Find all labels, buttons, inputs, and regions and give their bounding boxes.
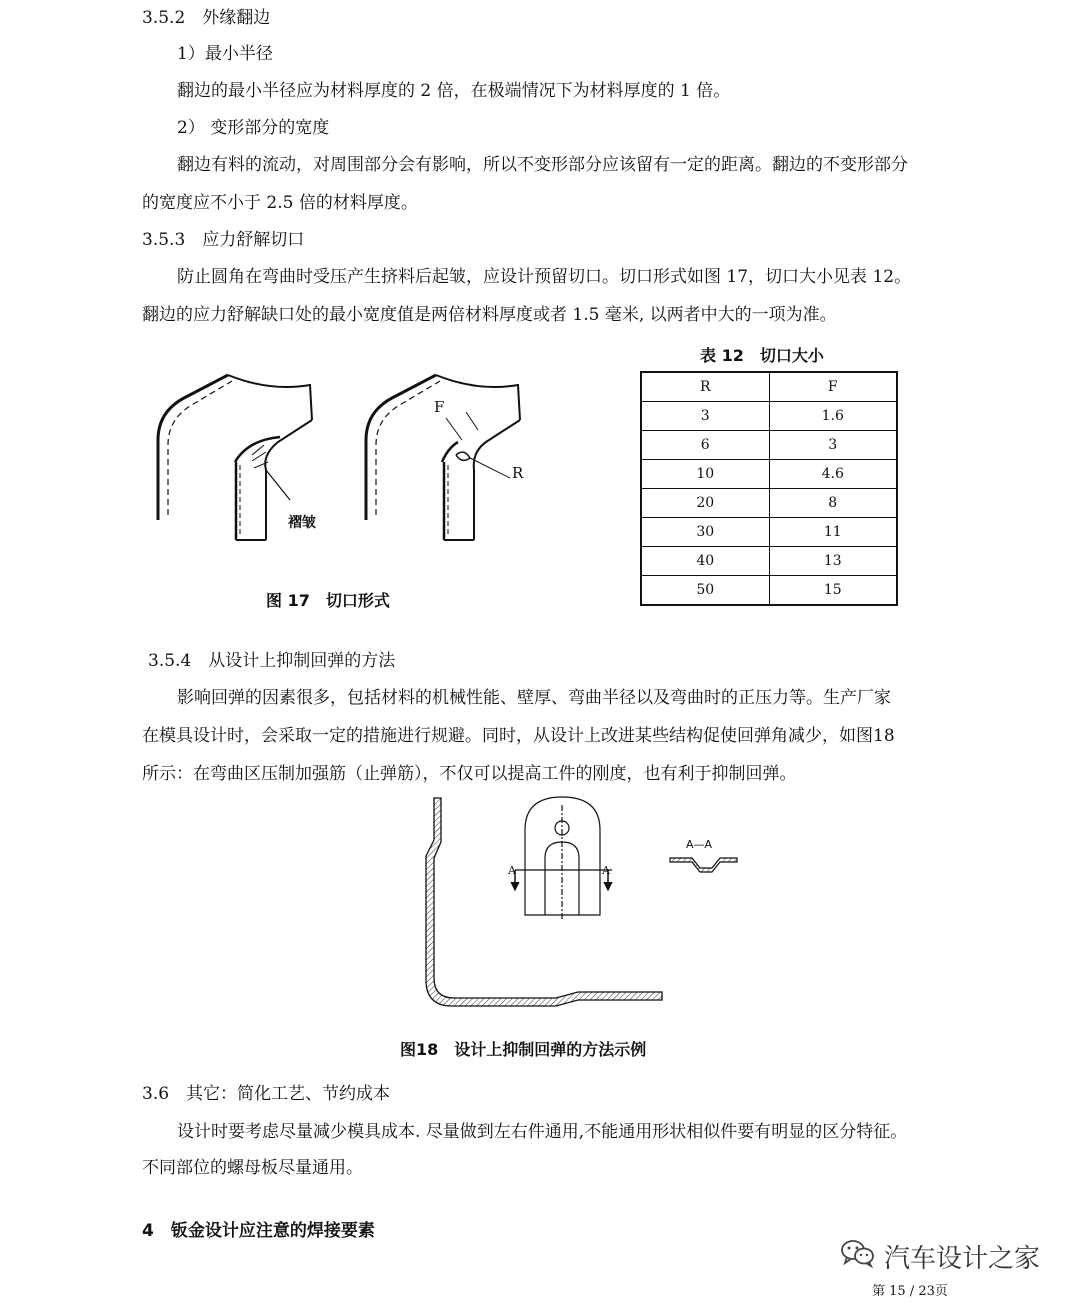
section-heading-36: 3.6 其它：简化工艺、节约成本	[142, 1084, 391, 1104]
cell-r: 20	[641, 489, 769, 518]
paragraph-continued: 翻边的应力舒解缺口处的最小宽度值是两倍材料厚度或者 1.5 毫米, 以两者中大的一项为准。	[142, 305, 837, 325]
list-item-width: 2） 变形部分的宽度	[177, 118, 330, 138]
paragraph-continued: 所示：在弯曲区压制加强筋（止弹筋），不仅可以提高工件的刚度，也有利于抑制回弹。	[142, 764, 797, 784]
figure-17-caption: 图 17 切口形式	[266, 591, 390, 610]
cell-f: 11	[769, 518, 897, 547]
section-label-aa: A—A	[686, 838, 713, 851]
paragraph: 影响回弹的因素很多，包括材料的机械性能、壁厚、弯曲半径以及弯曲时的正压力等。生产厂家	[177, 688, 891, 708]
table-row	[641, 402, 897, 431]
watermark-text: 汽车设计之家	[884, 1244, 1041, 1274]
cell-f: 8	[769, 489, 897, 518]
list-item-min-radius: 1）最小半径	[177, 44, 273, 64]
paragraph-continued: 在模具设计时，会采取一定的措施进行规避。同时，从设计上改进某些结构促使回弹角减少，如图18	[142, 726, 895, 746]
table-caption: 表 12 切口大小	[700, 346, 824, 365]
cell-r: 10	[641, 460, 769, 489]
section-heading-354: 3.5.4 从设计上抑制回弹的方法	[148, 651, 396, 671]
section-heading-4: 4 钣金设计应注意的焊接要素	[142, 1221, 375, 1241]
cell-r: 30	[641, 518, 769, 547]
table-row	[641, 489, 897, 518]
table-header-row	[641, 372, 897, 402]
paragraph-continued: 不同部位的螺母板尽量通用。	[142, 1158, 363, 1178]
page-number: 第 15 / 23页	[872, 1284, 948, 1299]
paragraph: 翻边有料的流动，对周围部分会有影响，所以不变形部分应该留有一定的距离。翻边的不变形部分	[177, 155, 908, 175]
table-row	[641, 460, 897, 489]
section-heading-352: 3.5.2 外缘翻边	[142, 8, 271, 28]
cell-f: 13	[769, 547, 897, 576]
cell-r: 3	[641, 402, 769, 431]
notch-size-table	[640, 371, 898, 606]
cell-f: 4.6	[769, 460, 897, 489]
cell-r: 6	[641, 431, 769, 460]
section-heading-353: 3.5.3 应力舒解切口	[142, 230, 305, 250]
paragraph: 设计时要考虑尽量减少模具成本. 尽量做到左右件通用,不能通用形状相似件要有明显的区分特征。	[177, 1122, 908, 1142]
dimension-label-f: F	[434, 398, 445, 416]
table-row	[641, 547, 897, 576]
cell-r: 50	[641, 576, 769, 606]
paragraph: 翻边的最小半径应为材料厚度的 2 倍，在极端情况下为材料厚度的 1 倍。	[177, 81, 731, 101]
section-marker-a-right: A	[602, 864, 610, 877]
paragraph: 防止圆角在弯曲时受压产生挤料后起皱，应设计预留切口。切口形式如图 17，切口大小见表 12。	[177, 267, 912, 287]
cell-f: 1.6	[769, 402, 897, 431]
figure-17-drawing	[150, 375, 550, 555]
table-row	[641, 431, 897, 460]
wechat-icon	[840, 1238, 876, 1268]
dimension-label-r: R	[512, 464, 524, 482]
table-row	[641, 518, 897, 547]
table-row	[641, 576, 897, 606]
column-header-r: R	[641, 372, 769, 402]
section-marker-a-left: A	[508, 864, 516, 877]
wrinkle-label: 褶皱	[288, 515, 316, 531]
paragraph-continued: 的宽度应不小于 2.5 倍的材料厚度。	[142, 193, 418, 213]
column-header-f: F	[769, 372, 897, 402]
figure-18-drawing	[405, 795, 745, 1015]
cell-f: 3	[769, 431, 897, 460]
cell-r: 40	[641, 547, 769, 576]
figure-18-caption: 图18 设计上抑制回弹的方法示例	[400, 1040, 647, 1059]
cell-f: 15	[769, 576, 897, 606]
